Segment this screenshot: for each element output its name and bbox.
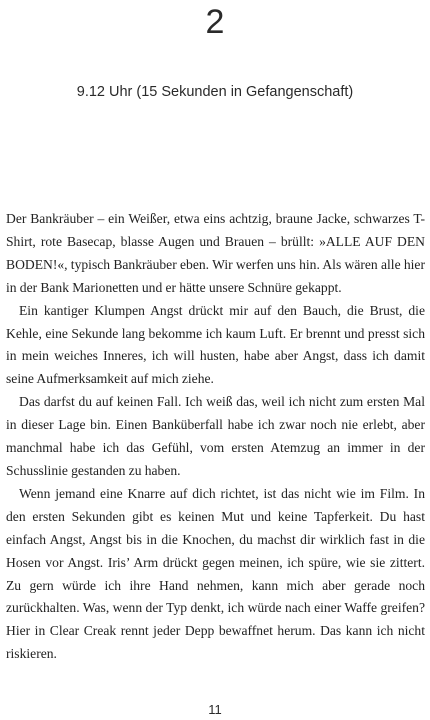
chapter-subtitle: 9.12 Uhr (15 Sekunden in Gefangenschaft) — [76, 84, 354, 100]
paragraph-2: Ein kantiger Klumpen Angst drückt mir auf den Bauch, die Brust, die Kehle, eine Sekunde lang bekomme ich kaum Luft. Er brennt und presst sich in mein weiches Inneres, ich will husten, habe aber Angst, dass ich damit seine Aufmerksamkeit auf mich ziehe. — [6, 302, 425, 387]
paragraph-3: Das darfst du auf keinen Fall. Ich weiß das, weil ich nicht zum ersten Mal in dieser Lage bin. Einen Banküberfall habe ich zwar noch nie erlebt, aber manchmal habe ich das Gefühl, vom ersten Atemzug an immer in der Schusslinie gestanden zu haben. — [6, 394, 425, 478]
paragraph-1: Der Bankräuber – ein Weißer, etwa eins achtzig, braune Jacke, schwarzes T-Shirt, rote Basecap, blasse Augen und Brauen – brüllt: »ALLE AUF DEN BODEN!«, typisch Bankräuber eben. Wir werfen uns hin. Als wären alle hier in der Bank Marionetten und er hätte unsere Schnüre gekappt. — [6, 211, 425, 295]
chapter-number: 2 — [205, 3, 225, 41]
paragraph-4: Wenn jemand eine Knarre auf dich richtet, ist das nicht wie im Film. In den ersten Sekunden gibt es keinen Mut und keine Tapferkeit. Du hast einfach Angst, Angst bis in die Knochen, du machst dir wirklich fast in die Hosen vor Angst. Iris’ Arm drückt gegen meinen, ich spüre, wie sie zittert. Zu gern würde ich ihre Hand nehmen, kann mich aber gerade noch zurückhalten. Was, wenn der Typ denkt, ich würde nach einer Waffe greifen? Hier in Clear Creak rennt jeder Depp bewaffnet herum. Das kann ich nicht riskieren. — [6, 485, 425, 662]
page-number: 11 — [208, 702, 222, 717]
body-text — [6, 208, 425, 666]
